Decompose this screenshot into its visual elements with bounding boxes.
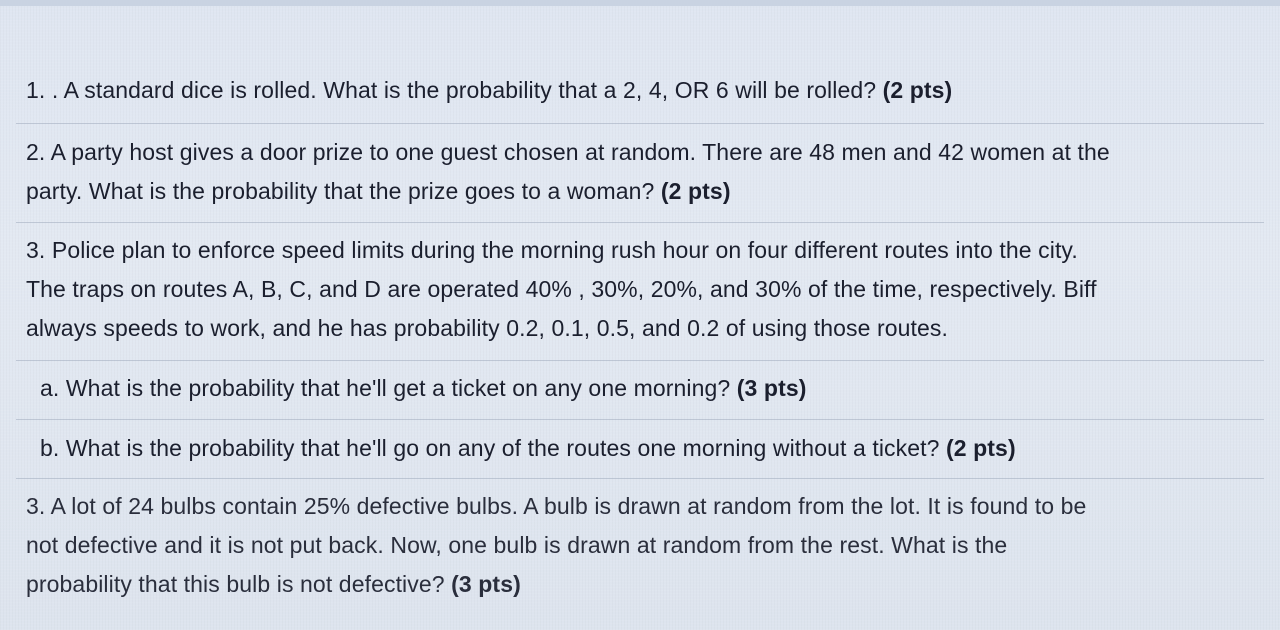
question-4-text: probability that this bulb is not defective? xyxy=(26,571,452,597)
question-4-points: (3 pts) xyxy=(451,571,521,597)
question-1-points: (2 pts) xyxy=(882,77,953,103)
question-3b-text: b. What is the probability that he'll go on any of the routes one morning without a ticket? xyxy=(40,435,946,461)
question-4-line-2: not defective and it is not put back. Now, one bulb is drawn at random from the rest. What is the xyxy=(26,532,1008,558)
question-2-points: (2 pts) xyxy=(660,178,731,204)
question-3 xyxy=(26,231,1260,348)
divider xyxy=(16,222,1264,223)
divider xyxy=(16,360,1264,361)
question-3b xyxy=(40,429,1260,468)
question-4 xyxy=(26,487,1260,604)
question-4-line-1: 3. A lot of 24 bulbs contain 25% defective bulbs. A bulb is drawn at random from the lot. It is found to be xyxy=(26,493,1087,519)
question-3a-line xyxy=(40,369,1260,408)
question-3-line-2: The traps on routes A, B, C, and D are operated 40% , 30%, 20%, and 30% of the time, respectively. Biff xyxy=(26,276,1097,302)
divider xyxy=(16,478,1264,479)
question-3a-points: (3 pts) xyxy=(736,375,807,401)
question-2-text: party. What is the probability that the prize goes to a woman? xyxy=(26,178,661,204)
question-3a xyxy=(40,369,1260,408)
question-2-line-2 xyxy=(26,172,1260,211)
divider xyxy=(16,123,1264,124)
question-3-line-1: 3. Police plan to enforce speed limits during the morning rush hour on four different routes into the city. xyxy=(26,237,1078,263)
question-3b-points: (2 pts) xyxy=(946,435,1016,461)
question-3-line-3: always speeds to work, and he has probability 0.2, 0.1, 0.5, and 0.2 of using those routes. xyxy=(26,315,949,341)
divider xyxy=(16,419,1264,420)
question-2-line-1: 2. A party host gives a door prize to one guest chosen at random. There are 48 men and 42 women at the xyxy=(26,139,1110,165)
question-3a-text: a. What is the probability that he'll get a ticket on any one morning? xyxy=(40,375,737,401)
question-2 xyxy=(26,133,1260,211)
question-4-line-3 xyxy=(26,565,1260,604)
question-1 xyxy=(26,71,1260,110)
question-1-line xyxy=(26,71,1260,110)
top-border xyxy=(0,0,1280,6)
question-1-text: 1. . A standard dice is rolled. What is the probability that a 2, 4, OR 6 will be rolled? xyxy=(26,77,883,103)
question-3b-line xyxy=(40,429,1260,468)
